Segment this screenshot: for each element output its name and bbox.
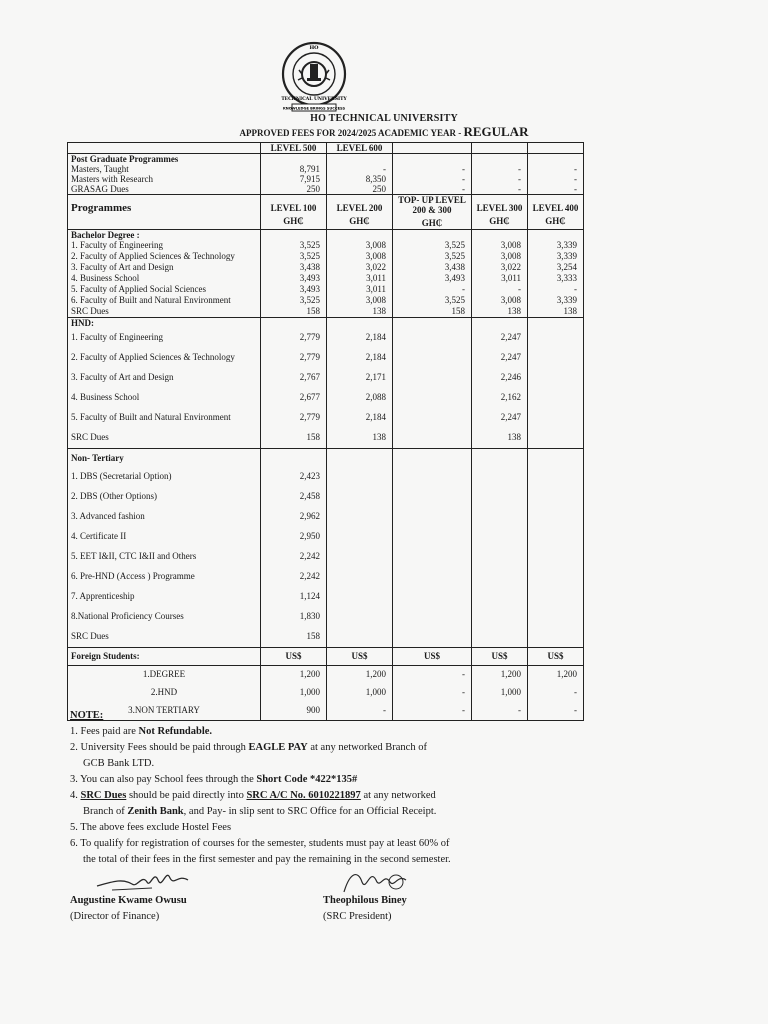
row-label: 8.National Proficiency Courses <box>68 607 261 627</box>
foreign-header-row <box>68 648 584 666</box>
cell: - <box>528 174 584 184</box>
cell: 138 <box>327 306 393 318</box>
cell <box>393 527 472 547</box>
cell <box>393 547 472 567</box>
row-label: 2. Faculty of Applied Sciences & Technology <box>68 251 261 262</box>
cell: 3,022 <box>327 262 393 273</box>
cell: 138 <box>472 306 528 318</box>
column-currency: GH₵ <box>349 216 370 226</box>
table-row <box>68 240 584 251</box>
column-level: LEVEL 400 <box>532 203 579 213</box>
column-level: LEVEL 100 <box>270 203 317 213</box>
cell: 2,677 <box>261 388 327 408</box>
cell <box>472 195 528 230</box>
cell: 3,438 <box>393 262 472 273</box>
table-row <box>68 273 584 284</box>
cell <box>327 467 393 487</box>
cell: 3,008 <box>327 251 393 262</box>
cell <box>393 408 472 428</box>
cell: 158 <box>261 428 327 449</box>
table-row <box>68 284 584 295</box>
table-row <box>68 174 584 184</box>
notes-title: NOTE: <box>70 710 104 721</box>
row-label: 6. Pre-HND (Access ) Programme <box>68 567 261 587</box>
row-label: 7. Apprenticeship <box>68 587 261 607</box>
cell: 2,247 <box>472 348 528 368</box>
cell: 250 <box>327 184 393 195</box>
cell <box>528 368 584 388</box>
cell <box>528 467 584 487</box>
cell <box>393 230 472 241</box>
cell: 3,525 <box>393 240 472 251</box>
cell <box>327 154 393 165</box>
row-label: SRC Dues <box>68 428 261 449</box>
column-currency: GH₵ <box>421 218 443 228</box>
fees-title: APPROVED FEES FOR 2024/2025 ACADEMIC YEAR - REGULAR <box>239 124 529 139</box>
cell: 8,350 <box>327 174 393 184</box>
cell: 3,339 <box>528 240 584 251</box>
row-label: HND: <box>68 318 261 329</box>
cell <box>472 587 528 607</box>
row-label: GRASAG Dues <box>68 184 261 195</box>
table-row <box>68 251 584 262</box>
cell <box>261 154 327 165</box>
cell: 3,339 <box>528 251 584 262</box>
cell: 2,458 <box>261 487 327 507</box>
cell: 2,242 <box>261 567 327 587</box>
row-label: 4. Business School <box>68 388 261 408</box>
signatory-src-name: Theophilous Biney <box>323 895 407 906</box>
row-label: Post Graduate Programmes <box>68 154 261 165</box>
table-row <box>68 388 584 408</box>
cell: 2,088 <box>327 388 393 408</box>
signatory-finance-role: (Director of Finance) <box>70 911 160 922</box>
section-title-row <box>68 318 584 329</box>
cell <box>393 607 472 627</box>
cell <box>393 487 472 507</box>
cell <box>261 318 327 329</box>
cell: - <box>472 164 528 174</box>
cell: 2,184 <box>327 408 393 428</box>
cell: 1,200 <box>327 666 393 685</box>
signatory-finance <box>70 893 187 925</box>
cell: - <box>327 702 393 721</box>
column-currency: GH₵ <box>545 216 566 226</box>
note-6: 6. To qualify for registration of courses for the semester, students must pay at least 60% of <box>70 838 450 849</box>
cell: 2,247 <box>472 328 528 348</box>
table-row <box>68 587 584 607</box>
cell <box>472 507 528 527</box>
cell <box>393 428 472 449</box>
cell: - <box>472 702 528 721</box>
row-label: Foreign Students: <box>68 648 261 666</box>
row-label: 4. Certificate II <box>68 527 261 547</box>
cell <box>393 328 472 348</box>
cell: 3,254 <box>528 262 584 273</box>
cell <box>528 607 584 627</box>
cell <box>393 587 472 607</box>
cell: - <box>472 284 528 295</box>
cell: 2,246 <box>472 368 528 388</box>
cell: 3,339 <box>528 295 584 306</box>
cell <box>528 408 584 428</box>
cell: - <box>393 666 472 685</box>
university-name: HO TECHNICAL UNIVERSITY <box>310 113 458 124</box>
row-label: 1. Faculty of Engineering <box>68 240 261 251</box>
cell: US$ <box>528 648 584 666</box>
cell: 1,200 <box>261 666 327 685</box>
cell: 3,008 <box>472 240 528 251</box>
note-4: 4. SRC Dues should be paid directly into SRC A/C No. 6010221897 at any networked <box>70 790 436 801</box>
note-1: 1. Fees paid are Not Refundable. <box>70 726 213 737</box>
cell <box>528 527 584 547</box>
row-label: SRC Dues <box>68 306 261 318</box>
cell: US$ <box>261 648 327 666</box>
cell <box>528 388 584 408</box>
cell: 1,200 <box>528 666 584 685</box>
cell: 3,525 <box>261 251 327 262</box>
table-row <box>68 607 584 627</box>
cell: - <box>393 184 472 195</box>
note-5: 5. The above fees exclude Hostel Fees <box>70 822 232 833</box>
cell <box>528 348 584 368</box>
cell: 8,791 <box>261 164 327 174</box>
section-title-row <box>68 154 584 165</box>
row-label: 2. Faculty of Applied Sciences & Technology <box>68 348 261 368</box>
cell <box>393 154 472 165</box>
svg-text:KNOWLEDGE BRINGS SUCCESS: KNOWLEDGE BRINGS SUCCESS <box>282 106 346 111</box>
cell: - <box>393 684 472 702</box>
cell: 900 <box>261 702 327 721</box>
cell <box>472 547 528 567</box>
cell <box>393 388 472 408</box>
cell <box>327 449 393 468</box>
cell <box>393 627 472 648</box>
cell: 138 <box>327 428 393 449</box>
row-label: SRC Dues <box>68 627 261 648</box>
column-currency: GH₵ <box>283 216 304 226</box>
cell <box>472 527 528 547</box>
svg-text:HO: HO <box>309 45 319 51</box>
signatory-src-role: (SRC President) <box>323 911 392 922</box>
row-label: 6. Faculty of Built and Natural Environment <box>68 295 261 306</box>
cell <box>393 318 472 329</box>
cell <box>472 154 528 165</box>
cell <box>327 627 393 648</box>
row-label: 2.HND <box>68 684 261 702</box>
cell: US$ <box>327 648 393 666</box>
cell <box>528 230 584 241</box>
row-label: 3.NON TERTIARY <box>68 702 261 721</box>
cell <box>327 487 393 507</box>
row-label: 4. Business School <box>68 273 261 284</box>
cell: 2,247 <box>472 408 528 428</box>
cell <box>393 143 472 154</box>
column-level: TOP- UP LEVEL 200 & 300 <box>398 195 466 215</box>
row-label: 5. Faculty of Built and Natural Environment <box>68 408 261 428</box>
table-row <box>68 295 584 306</box>
cell <box>327 230 393 241</box>
cell: - <box>528 164 584 174</box>
cell <box>393 567 472 587</box>
table-row <box>68 507 584 527</box>
cell <box>528 487 584 507</box>
cell <box>327 318 393 329</box>
row-label: 3. Faculty of Art and Design <box>68 368 261 388</box>
row-label: 1. DBS (Secretarial Option) <box>68 467 261 487</box>
row-label: Masters, Taught <box>68 164 261 174</box>
table-row <box>68 262 584 273</box>
table-row <box>68 184 584 195</box>
column-currency: GH₵ <box>489 216 510 226</box>
cell: 1,000 <box>327 684 393 702</box>
cell: 3,008 <box>472 295 528 306</box>
cell <box>261 195 327 230</box>
cell: 1,830 <box>261 607 327 627</box>
cell <box>472 487 528 507</box>
cell <box>327 587 393 607</box>
cell: - <box>327 164 393 174</box>
programmes-header-row <box>68 195 584 230</box>
cell: 3,333 <box>528 273 584 284</box>
row-label: 2. DBS (Other Options) <box>68 487 261 507</box>
cell <box>327 547 393 567</box>
cell: 3,525 <box>393 295 472 306</box>
row-label: 5. EET I&II, CTC I&II and Others <box>68 547 261 567</box>
cell: - <box>472 174 528 184</box>
cell <box>261 230 327 241</box>
column-level: LEVEL 200 <box>336 203 383 213</box>
cell: 2,779 <box>261 328 327 348</box>
cell: - <box>393 164 472 174</box>
fees-table <box>67 142 584 721</box>
cell <box>528 318 584 329</box>
cell: - <box>528 184 584 195</box>
cell <box>327 527 393 547</box>
table-row <box>68 527 584 547</box>
row-label: 3. Advanced fashion <box>68 507 261 527</box>
cell: - <box>472 184 528 195</box>
cell <box>528 627 584 648</box>
university-logo <box>277 40 351 114</box>
cell: 2,962 <box>261 507 327 527</box>
cell <box>528 567 584 587</box>
note-3: 3. You can also pay School fees through the Short Code *422*135# <box>70 774 358 785</box>
cell: 2,171 <box>327 368 393 388</box>
cell <box>472 318 528 329</box>
table-row <box>68 428 584 449</box>
row-label: 5. Faculty of Applied Social Sciences <box>68 284 261 295</box>
row-label: 1.DEGREE <box>68 666 261 685</box>
table-row <box>68 627 584 648</box>
cell: 1,000 <box>261 684 327 702</box>
table-row <box>68 567 584 587</box>
cell: 1,200 <box>472 666 528 685</box>
cell <box>528 587 584 607</box>
table-row <box>68 164 584 174</box>
cell <box>528 449 584 468</box>
cell: 3,008 <box>327 240 393 251</box>
note-6-cont: the total of their fees in the first semester and pay the remaining in the second semester. <box>83 854 451 865</box>
cell <box>472 449 528 468</box>
programmes-label: Programmes <box>71 202 132 214</box>
note-2-cont: GCB Bank LTD. <box>83 758 155 769</box>
level-header-row <box>68 143 584 154</box>
cell: US$ <box>393 648 472 666</box>
cell: 3,525 <box>261 240 327 251</box>
cell: 2,779 <box>261 408 327 428</box>
cell: - <box>393 284 472 295</box>
cell: 2,184 <box>327 328 393 348</box>
row-label: 1. Faculty of Engineering <box>68 328 261 348</box>
cell: 2,242 <box>261 547 327 567</box>
row-label: 3. Faculty of Art and Design <box>68 262 261 273</box>
cell <box>528 154 584 165</box>
table-row <box>68 487 584 507</box>
cell <box>327 507 393 527</box>
cell: 158 <box>261 306 327 318</box>
cell <box>327 607 393 627</box>
note-4-cont: Branch of Zenith Bank, and Pay- in slip sent to SRC Office for an Official Receipt. <box>83 806 437 817</box>
cell: 2,779 <box>261 348 327 368</box>
cell: 3,493 <box>261 284 327 295</box>
cell: 3,493 <box>393 273 472 284</box>
table-row <box>68 328 584 348</box>
cell: 3,008 <box>327 295 393 306</box>
section-title-row <box>68 230 584 241</box>
cell <box>327 195 393 230</box>
cell: 3,011 <box>327 284 393 295</box>
cell <box>261 449 327 468</box>
svg-text:TECHNICAL UNIVERSITY: TECHNICAL UNIVERSITY <box>281 97 347 102</box>
cell: 2,767 <box>261 368 327 388</box>
cell: 250 <box>261 184 327 195</box>
signatory-src <box>323 893 407 925</box>
row-label <box>68 195 261 230</box>
cell: 2,184 <box>327 348 393 368</box>
cell <box>528 328 584 348</box>
cell: US$ <box>472 648 528 666</box>
row-label: Masters with Research <box>68 174 261 184</box>
cell: LEVEL 600 <box>327 143 393 154</box>
cell: 1,124 <box>261 587 327 607</box>
cell <box>393 348 472 368</box>
column-level: LEVEL 300 <box>476 203 523 213</box>
cell: 3,493 <box>261 273 327 284</box>
table-row <box>68 368 584 388</box>
cell: 3,011 <box>472 273 528 284</box>
table-row <box>68 348 584 368</box>
row-label: Bachelor Degree : <box>68 230 261 241</box>
cell: 138 <box>528 306 584 318</box>
cell <box>393 507 472 527</box>
cell: 158 <box>261 627 327 648</box>
cell: - <box>393 174 472 184</box>
cell: 1,000 <box>472 684 528 702</box>
table-row <box>68 467 584 487</box>
cell <box>528 507 584 527</box>
cell: 138 <box>472 428 528 449</box>
cell <box>472 143 528 154</box>
section-title-row <box>68 449 584 468</box>
cell: 3,008 <box>472 251 528 262</box>
cell <box>472 567 528 587</box>
cell: - <box>528 702 584 721</box>
table-row <box>68 408 584 428</box>
cell: 158 <box>393 306 472 318</box>
cell <box>327 567 393 587</box>
cell: 3,525 <box>393 251 472 262</box>
table-row <box>68 666 584 685</box>
cell: 3,438 <box>261 262 327 273</box>
row-label: Non- Tertiary <box>68 449 261 468</box>
cell <box>472 607 528 627</box>
cell <box>393 195 472 230</box>
cell: 3,525 <box>261 295 327 306</box>
cell: - <box>528 684 584 702</box>
cell <box>393 467 472 487</box>
table-row <box>68 547 584 567</box>
signatory-finance-name: Augustine Kwame Owusu <box>70 895 187 906</box>
cell: 2,950 <box>261 527 327 547</box>
cell: 2,423 <box>261 467 327 487</box>
cell <box>393 368 472 388</box>
cell <box>528 143 584 154</box>
cell <box>472 230 528 241</box>
cell: 7,915 <box>261 174 327 184</box>
cell <box>528 547 584 567</box>
cell: 2,162 <box>472 388 528 408</box>
cell <box>528 428 584 449</box>
cell: 3,011 <box>327 273 393 284</box>
cell: - <box>528 284 584 295</box>
cell: 3,022 <box>472 262 528 273</box>
table-row <box>68 684 584 702</box>
notes-section <box>70 708 630 868</box>
cell <box>472 467 528 487</box>
table-row <box>68 306 584 318</box>
row-label <box>68 143 261 154</box>
cell <box>472 627 528 648</box>
cell <box>393 449 472 468</box>
cell: - <box>393 702 472 721</box>
cell: LEVEL 500 <box>261 143 327 154</box>
cell <box>528 195 584 230</box>
note-2: 2. University Fees should be paid through EAGLE PAY at any networked Branch of <box>70 742 427 753</box>
